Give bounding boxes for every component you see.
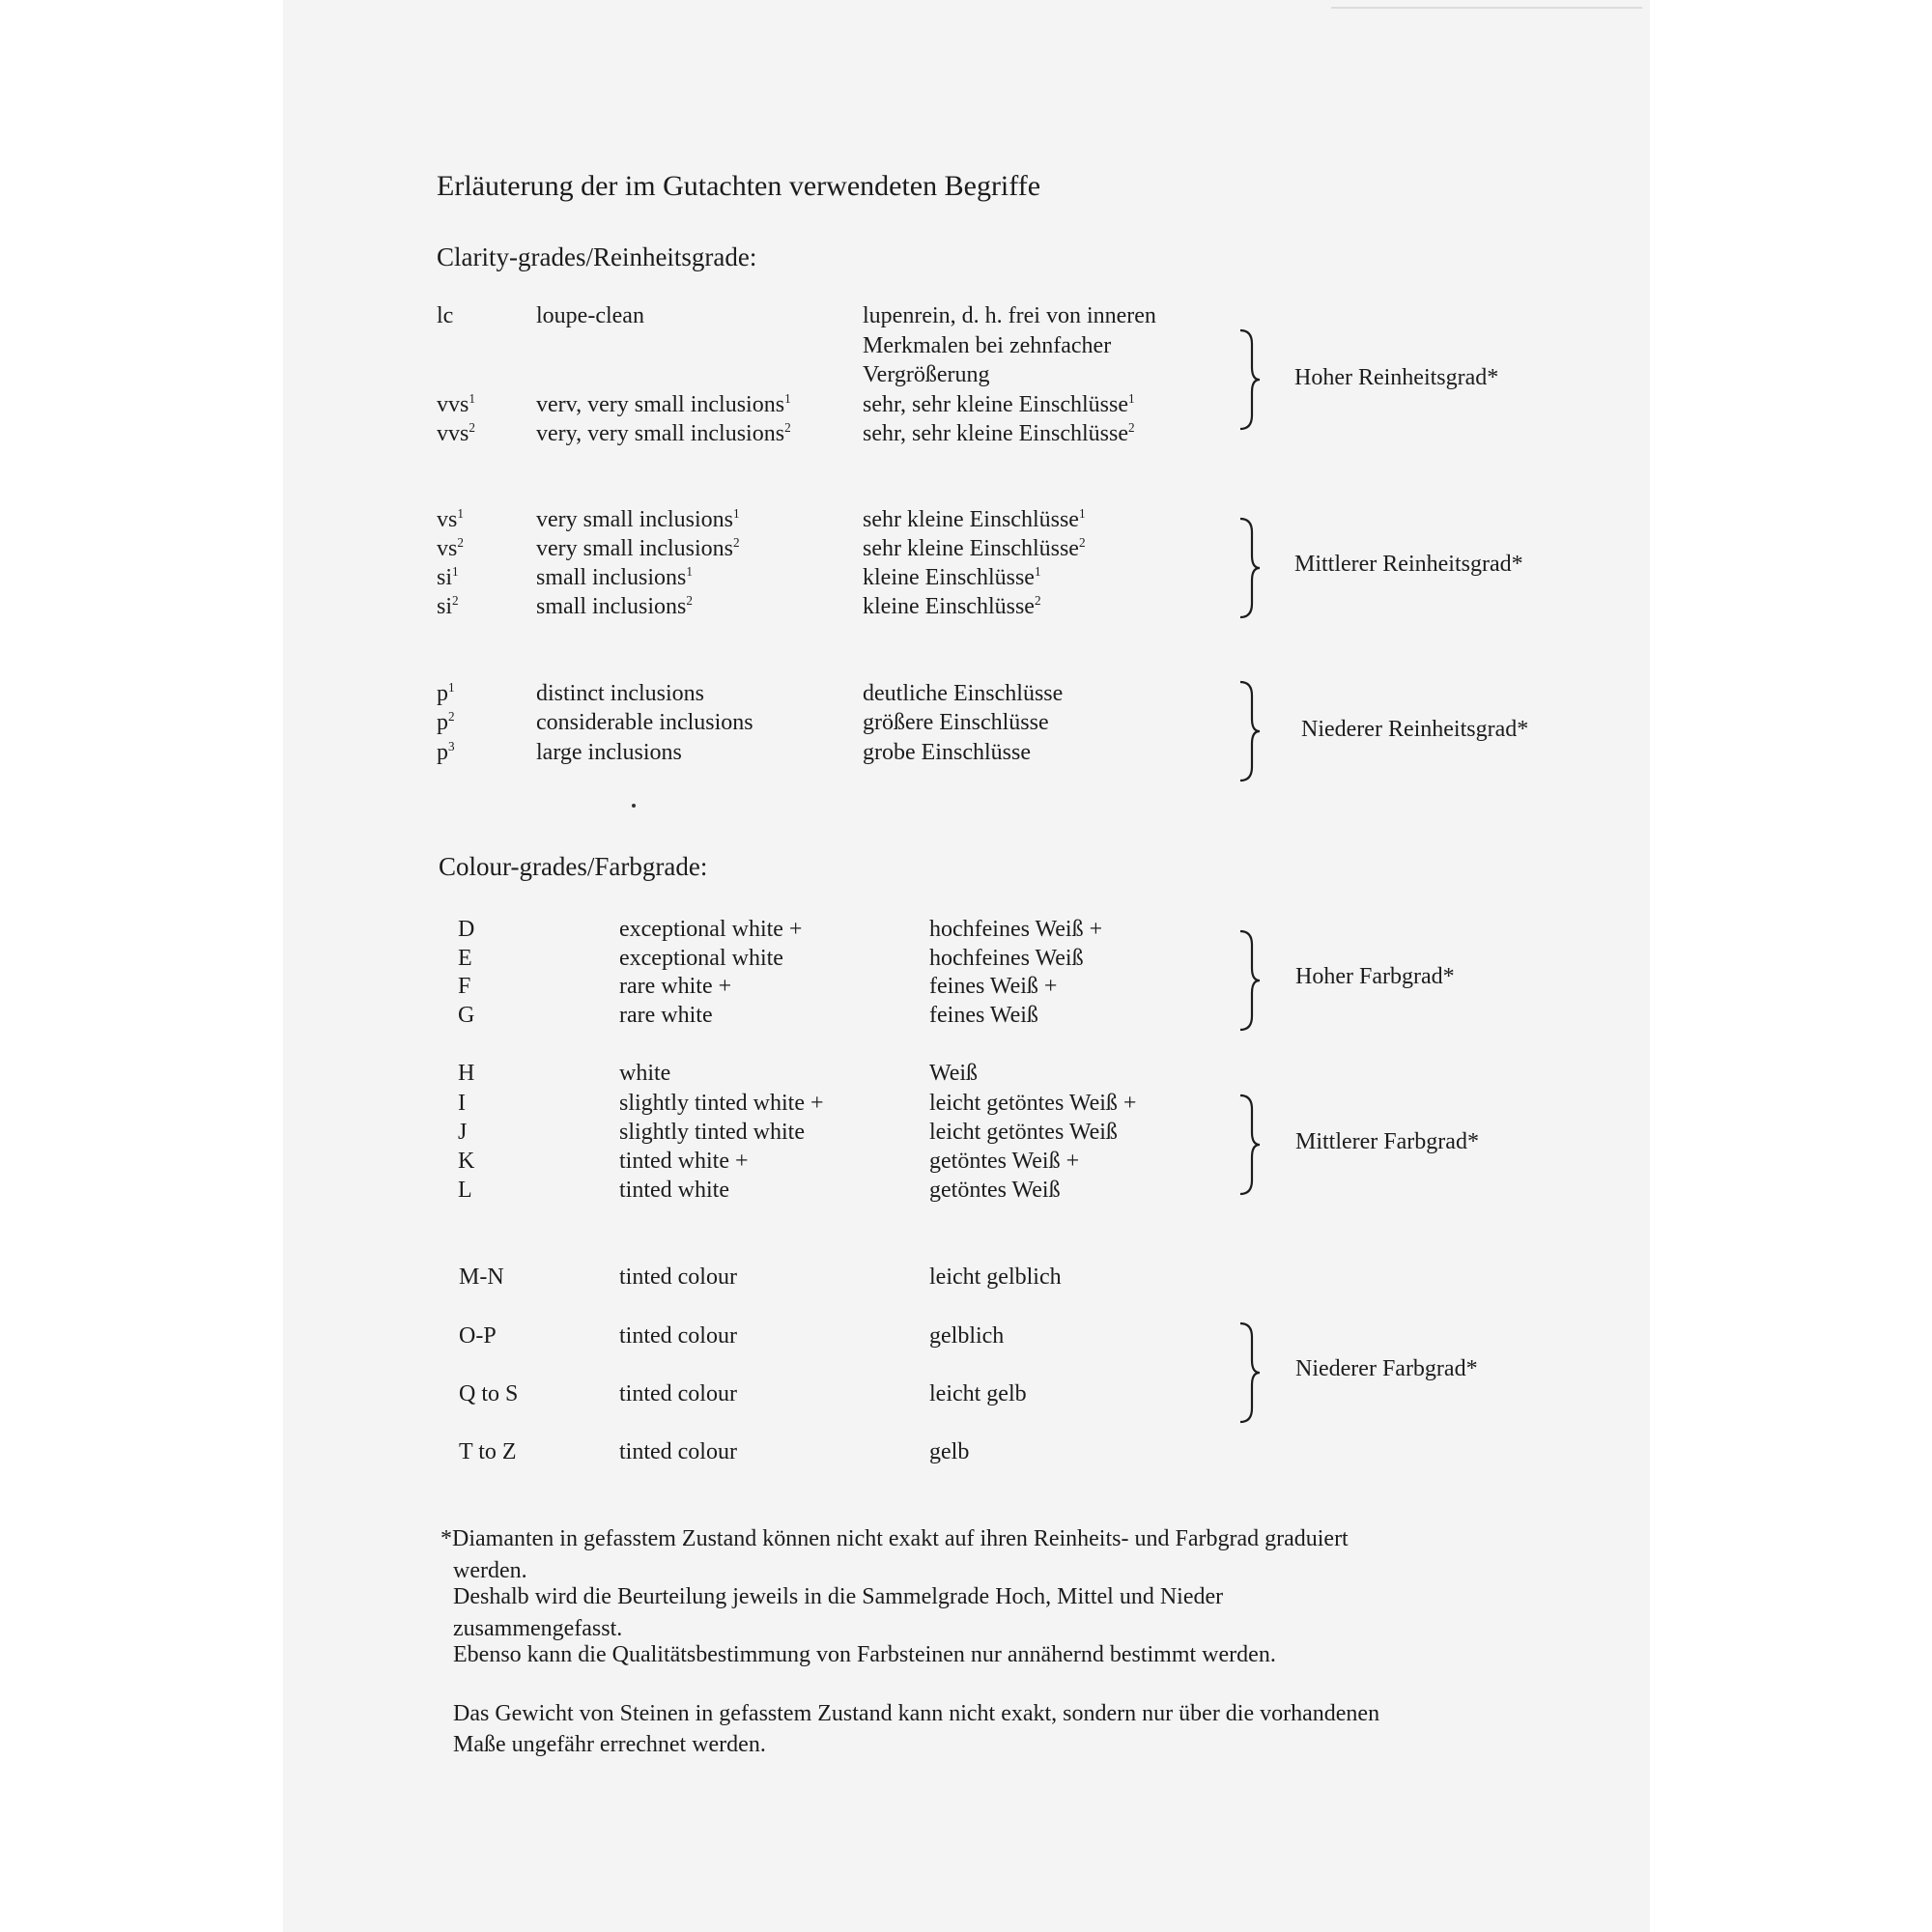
colour-german: Weiß <box>929 1061 979 1086</box>
group-label-low-clarity: Niederer Reinheitsgrad* <box>1301 717 1529 742</box>
footnote-line-1: *Diamanten in gefasstem Zustand können nicht exakt auf ihren Reinheits- und Farbgrad graduiert <box>440 1526 1349 1551</box>
colour-english: tinted colour <box>619 1264 737 1290</box>
clarity-code: lc <box>437 303 454 328</box>
clarity-english: verv, very small inclusions$^1$ <box>536 391 791 417</box>
clarity-code: $si^1$ <box>437 564 459 590</box>
colour-english: tinted white <box>619 1178 729 1203</box>
colour-code: L <box>458 1178 472 1203</box>
colour-german: hochfeines Weiß <box>929 946 1084 971</box>
group-label-medium-colour: Mittlerer Farbgrad* <box>1295 1129 1479 1154</box>
clarity-code: $p^3$ <box>437 739 455 765</box>
clarity-german: Vergrößerung <box>863 362 990 387</box>
clarity-heading: Clarity-grades/Reinheitsgrade: <box>437 242 757 271</box>
colour-german: leicht getöntes Weiß <box>929 1120 1118 1145</box>
colour-german: gelb <box>929 1439 970 1464</box>
clarity-english: loupe-clean <box>536 303 644 328</box>
colour-english: tinted colour <box>619 1439 737 1464</box>
clarity-german: größere Einschlüsse <box>863 710 1049 735</box>
colour-code: D <box>458 917 475 942</box>
colour-german: getöntes Weiß <box>929 1178 1061 1203</box>
clarity-english: considerable inclusions <box>536 710 753 735</box>
clarity-english: very small inclusions$^2$ <box>536 535 740 561</box>
clarity-english: very, very small inclusions$^2$ <box>536 420 791 446</box>
brace-low-clarity <box>1238 680 1262 782</box>
brace-low-colour <box>1238 1321 1262 1424</box>
colour-code: M-N <box>459 1264 504 1290</box>
colour-english: slightly tinted white + <box>619 1091 824 1116</box>
clarity-german: sehr, sehr kleine Einschlüsse$^2$ <box>863 420 1135 446</box>
colour-english: slightly tinted white <box>619 1120 805 1145</box>
colour-german: leicht gelb <box>929 1381 1027 1406</box>
colour-german: feines Weiß <box>929 1003 1038 1028</box>
clarity-code: $si^2$ <box>437 593 459 619</box>
clarity-english: small inclusions$^2$ <box>536 593 693 619</box>
colour-german: gelblich <box>929 1323 1005 1349</box>
clarity-german: sehr kleine Einschlüsse$^1$ <box>863 506 1086 532</box>
group-label-low-colour: Niederer Farbgrad* <box>1295 1356 1478 1381</box>
clarity-code: vvs$^1$ <box>437 391 475 417</box>
document-title: Erläuterung der im Gutachten verwendeten Begriffe <box>437 170 1041 202</box>
footnote-line-5: Ebenso kann die Qualitätsbestimmung von Farbsteinen nur annähernd bestimmt werden. <box>453 1642 1276 1667</box>
colour-english: rare white <box>619 1003 713 1028</box>
colour-code: H <box>458 1061 475 1086</box>
clarity-german: kleine Einschlüsse$^1$ <box>863 564 1041 590</box>
clarity-german: Merkmalen bei zehnfacher <box>863 333 1112 358</box>
brace-medium-colour <box>1238 1094 1262 1196</box>
clarity-german: kleine Einschlüsse$^2$ <box>863 593 1041 619</box>
colour-english: rare white + <box>619 974 732 999</box>
colour-english: tinted white + <box>619 1149 749 1174</box>
clarity-code: $p^2$ <box>437 709 455 735</box>
clarity-code: $vs^1$ <box>437 506 464 532</box>
colour-german: hochfeines Weiß + <box>929 917 1103 942</box>
group-label-high-colour: Hoher Farbgrad* <box>1295 964 1455 989</box>
clarity-english: very small inclusions$^1$ <box>536 506 740 532</box>
footnote-line-2: werden. <box>453 1558 527 1583</box>
colour-code: I <box>458 1091 466 1116</box>
colour-english: exceptional white <box>619 946 783 971</box>
colour-code: J <box>458 1120 468 1145</box>
colour-code: T to Z <box>459 1439 517 1464</box>
scan-edge-line <box>1331 7 1642 9</box>
brace-high-colour <box>1238 929 1262 1032</box>
colour-english: white <box>619 1061 671 1086</box>
scan-speck <box>632 804 636 808</box>
brace-medium-clarity <box>1238 517 1262 619</box>
colour-english: tinted colour <box>619 1381 737 1406</box>
colour-english: tinted colour <box>619 1323 737 1349</box>
colour-code: F <box>458 974 471 999</box>
clarity-german: sehr, sehr kleine Einschlüsse$^1$ <box>863 391 1135 417</box>
clarity-german: grobe Einschlüsse <box>863 740 1031 765</box>
clarity-code: $vs^2$ <box>437 535 464 561</box>
colour-code: Q to S <box>459 1381 519 1406</box>
weight-note-line-1: Das Gewicht von Steinen in gefasstem Zustand kann nicht exakt, sondern nur über die vorhandenen <box>453 1701 1380 1726</box>
colour-code: O-P <box>459 1323 497 1349</box>
clarity-english: small inclusions$^1$ <box>536 564 693 590</box>
clarity-german: deutliche Einschlüsse <box>863 681 1064 706</box>
group-label-medium-clarity: Mittlerer Reinheitsgrad* <box>1294 552 1523 577</box>
colour-german: leicht gelblich <box>929 1264 1062 1290</box>
colour-german: leicht getöntes Weiß + <box>929 1091 1137 1116</box>
clarity-english: large inclusions <box>536 740 682 765</box>
footnote-line-3: Deshalb wird die Beurteilung jeweils in die Sammelgrade Hoch, Mittel und Nieder <box>453 1584 1224 1609</box>
brace-high-clarity <box>1238 328 1262 431</box>
clarity-english: distinct inclusions <box>536 681 704 706</box>
colour-heading: Colour-grades/Farbgrade: <box>439 852 708 881</box>
clarity-german: sehr kleine Einschlüsse$^2$ <box>863 535 1086 561</box>
group-label-high-clarity: Hoher Reinheitsgrad* <box>1294 365 1499 390</box>
clarity-german: lupenrein, d. h. frei von inneren <box>863 303 1156 328</box>
weight-note-line-2: Maße ungefähr errechnet werden. <box>453 1732 766 1757</box>
colour-code: K <box>458 1149 475 1174</box>
colour-english: exceptional white + <box>619 917 803 942</box>
colour-code: G <box>458 1003 475 1028</box>
colour-code: E <box>458 946 472 971</box>
clarity-code: $p^1$ <box>437 680 455 706</box>
footnote-line-4: zusammengefasst. <box>453 1616 623 1641</box>
colour-german: getöntes Weiß + <box>929 1149 1080 1174</box>
colour-german: feines Weiß + <box>929 974 1058 999</box>
clarity-code: vvs$^2$ <box>437 420 475 446</box>
